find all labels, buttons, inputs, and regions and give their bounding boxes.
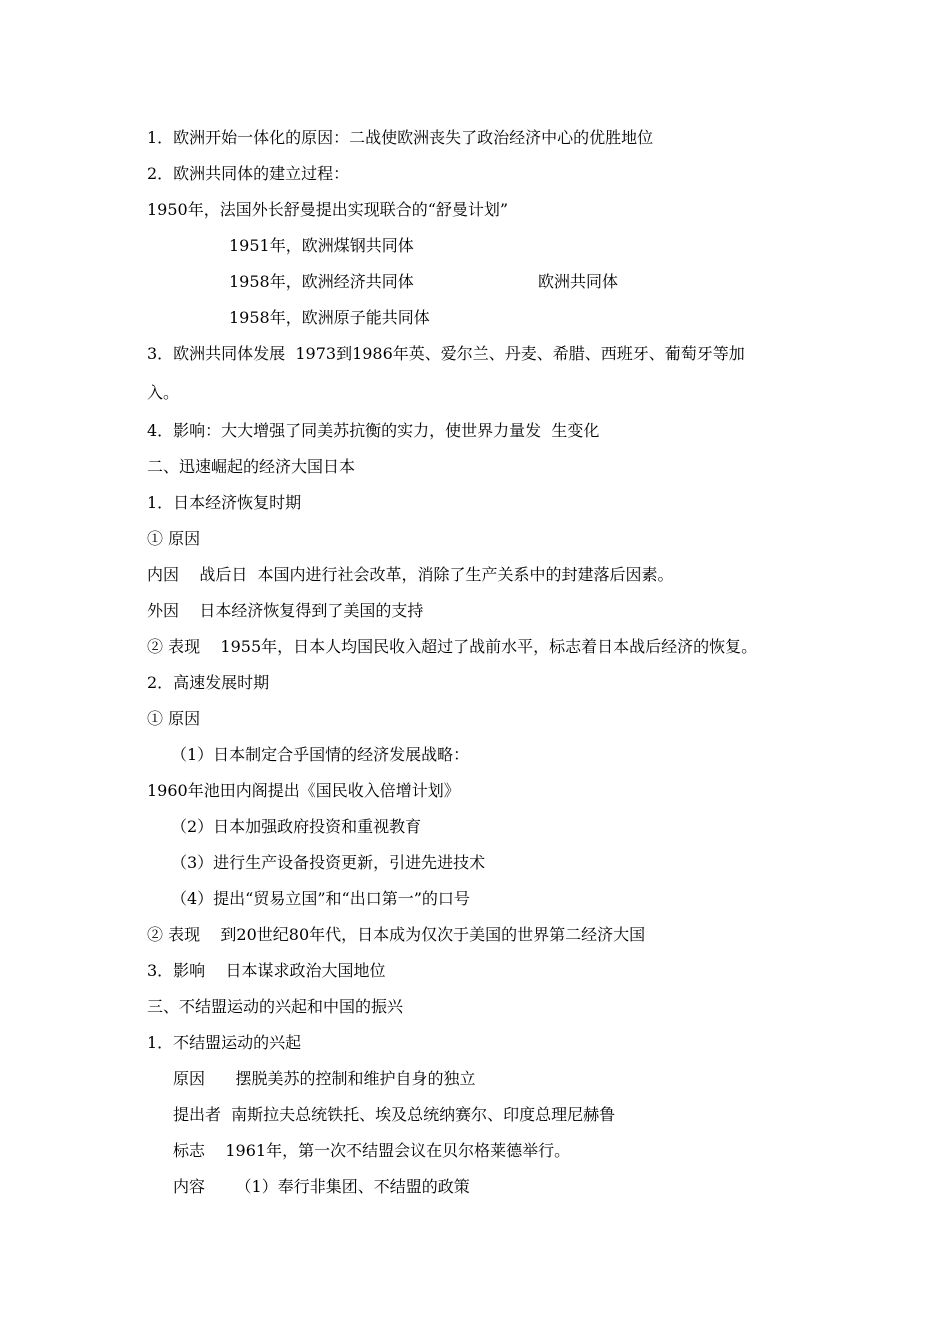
text-line-1: 1．欧洲开始一体化的原因：二战使欧洲丧失了政治经济中心的优胜地位 [147,128,654,147]
text-line-29: 提出者 南斯拉夫总统铁托、埃及总统纳赛尔、印度总理尼赫鲁 [173,1105,616,1124]
text-line-12: 1．日本经济恢复时期 [147,493,302,512]
text-line-10: 4．影响：大大增强了同美苏抗衡的实力，使世界力量发 生变化 [147,421,600,440]
text-line-4: 1951年，欧洲煤钢共同体 [229,236,414,255]
text-line-2: 2．欧洲共同体的建立过程： [147,164,350,183]
text-line-21: （2）日本加强政府投资和重视教育 [171,817,422,836]
text-line-22: （3）进行生产设备投资更新，引进先进技术 [171,853,486,872]
text-line-15: 外因 日本经济恢复得到了美国的支持 [147,601,424,620]
text-line-17: 2．高速发展时期 [147,673,270,692]
text-line-31: 内容 （1）奉行非集团、不结盟的政策 [173,1177,470,1196]
text-line-13: ① 原因 [147,529,201,548]
text-line-19: （1）日本制定合乎国情的经济发展战略： [171,745,470,764]
text-line-5: 1958年，欧洲经济共同体 [229,272,414,291]
text-line-18: ① 原因 [147,709,201,728]
text-line-9: 入。 [147,383,180,402]
text-line-25: 3．影响 日本谋求政治大国地位 [147,961,386,980]
text-line-3: 1950年，法国外长舒曼提出实现联合的“舒曼计划” [147,200,509,219]
text-line-30: 标志 1961年，第一次不结盟会议在贝尔格莱德举行。 [173,1141,571,1160]
text-line-6: 欧洲共同体 [538,272,619,291]
text-line-8: 3．欧洲共同体发展 1973到1986年英、爱尔兰、丹麦、希腊、西班牙、葡萄牙等加 [147,344,745,363]
text-line-11: 二、迅速崛起的经济大国日本 [147,457,356,476]
text-line-27: 1．不结盟运动的兴起 [147,1033,302,1052]
text-line-26: 三、不结盟运动的兴起和中国的振兴 [147,997,404,1016]
text-line-16: ② 表现 1955年，日本人均国民收入超过了战前水平，标志着日本战后经济的恢复。 [147,637,758,656]
text-line-20: 1960年池田内阁提出《国民收入倍增计划》 [147,781,460,800]
text-line-7: 1958年，欧洲原子能共同体 [229,308,430,327]
text-line-14: 内因 战后日 本国内进行社会改革，消除了生产关系中的封建落后因素。 [147,565,674,584]
text-line-28: 原因 摆脱美苏的控制和维护自身的独立 [173,1069,476,1088]
text-line-24: ② 表现 到20世纪80年代，日本成为仅次于美国的世界第二经济大国 [147,925,646,944]
text-line-23: （4）提出“贸易立国”和“出口第一”的口号 [171,889,470,908]
